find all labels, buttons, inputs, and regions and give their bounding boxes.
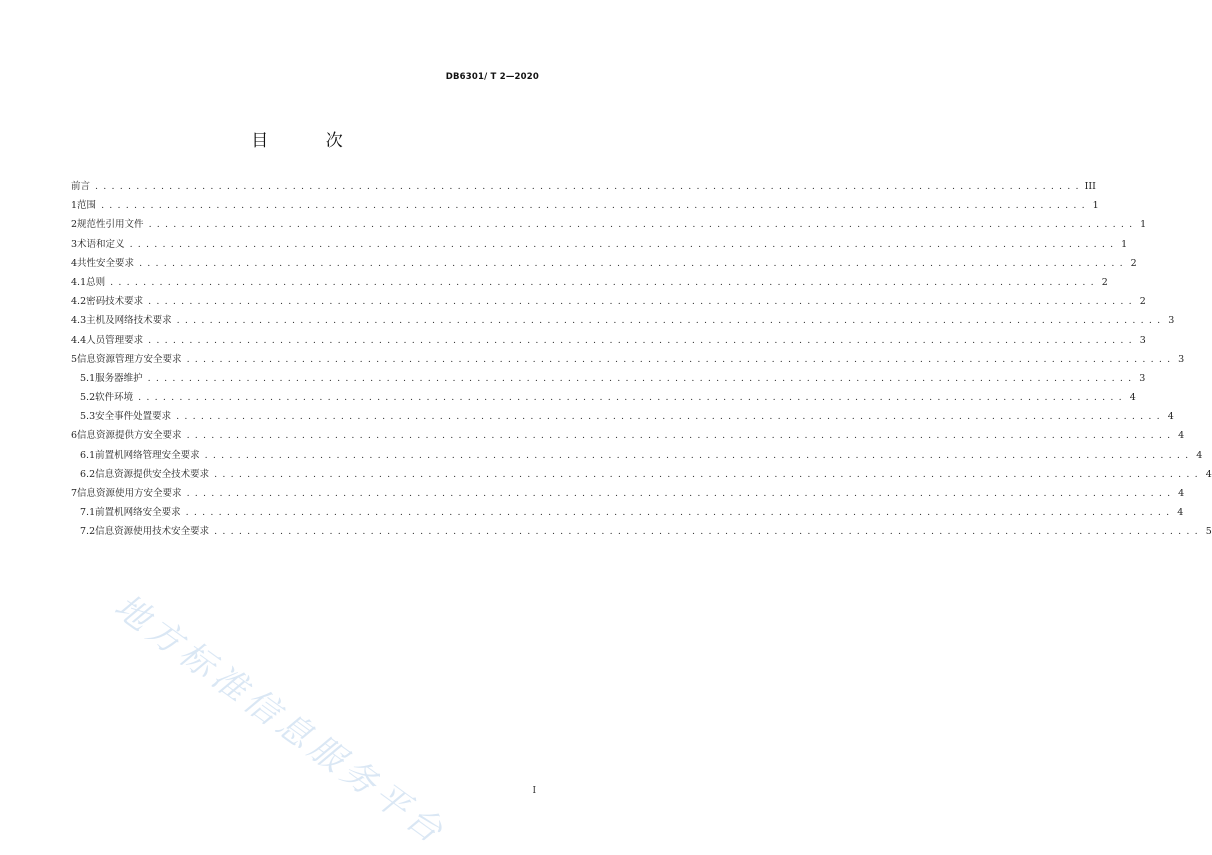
toc-entry-page: III: [1084, 181, 1096, 192]
toc-entry-number: 4.3: [71, 315, 87, 327]
toc-entry-page: 1: [1140, 219, 1147, 231]
toc-entry-label: 前置机网络管理安全要求: [95, 449, 200, 461]
toc-entry[interactable]: [71, 293, 1146, 312]
toc-entry[interactable]: [71, 466, 1212, 485]
toc-entry-label: 术语和定义: [77, 238, 125, 250]
toc-entry-page: 4: [1205, 468, 1212, 480]
toc-leader-dots: . . . . . . . . . . . . . . . . . . . . . . . . . . . . . . . . . . . . . . . . . . . . . . . . . . . . . . . . . . . . . . . . . . . . . . . . . . . . . . . . . . . . . . . . . . . . . . . . . . . . . . . . . . . . . . . . . . . . . . . .: [129, 238, 1115, 250]
toc-entry-number: 5: [71, 353, 78, 365]
toc-leader-dots: . . . . . . . . . . . . . . . . . . . . . . . . . . . . . . . . . . . . . . . . . . . . . . . . . . . . . . . . . . . . . . . . . . . . . . . . . . . . . . . . . . . . . . . . . . . . . . . . . . . . . . . . . . . . . . . . . . . . . . . .: [148, 296, 1133, 308]
toc-leader-dots: . . . . . . . . . . . . . . . . . . . . . . . . . . . . . . . . . . . . . . . . . . . . . . . . . . . . . . . . . . . . . . . . . . . . . . . . . . . . . . . . . . . . . . . . . . . . . . . . . . . . . . . . . . . . . . . . . . . . . . . .: [185, 507, 1171, 519]
toc-entry-label: 安全事件处置要求: [95, 411, 172, 423]
toc-entry[interactable]: [71, 236, 1128, 255]
toc-leader-dots: . . . . . . . . . . . . . . . . . . . . . . . . . . . . . . . . . . . . . . . . . . . . . . . . . . . . . . . . . . . . . . . . . . . . . . . . . . . . . . . . . . . . . . . . . . . . . . . . . . . . . . . . . . . . . . . . . . . . . . . .: [204, 449, 1190, 461]
toc-entry-number: 7.1: [80, 507, 96, 519]
toc-entry-label: 人员管理要求: [86, 334, 144, 346]
toc-entry-label: 密码技术要求: [86, 296, 144, 308]
table-of-contents: [71, 178, 1212, 543]
toc-entry[interactable]: [71, 332, 1146, 351]
toc-entry-page: 1: [1092, 200, 1099, 212]
toc-entry-page: 3: [1139, 372, 1146, 384]
toc-entry-number: 5.2: [80, 392, 96, 404]
toc-entry-page: 4: [1177, 507, 1184, 519]
toc-entry-label: 信息资源使用方安全要求: [77, 488, 182, 499]
toc-entry-label: 共性安全要求: [77, 257, 135, 269]
toc-leader-dots: . . . . . . . . . . . . . . . . . . . . . . . . . . . . . . . . . . . . . . . . . . . . . . . . . . . . . . . . . . . . . . . . . . . . . . . . . . . . . . . . . . . . . . . . . . . . . . . . . . . . . . . . . . . . . . . . . . . . . . . .: [95, 181, 1080, 192]
toc-entry[interactable]: [71, 274, 1108, 293]
toc-entry[interactable]: [71, 370, 1146, 389]
toc-entry[interactable]: [71, 216, 1147, 235]
toc-entry-number: 4: [71, 257, 78, 269]
toc-entry-label: 信息资源提供安全技术要求: [95, 468, 210, 480]
toc-leader-dots: . . . . . . . . . . . . . . . . . . . . . . . . . . . . . . . . . . . . . . . . . . . . . . . . . . . . . . . . . . . . . . . . . . . . . . . . . . . . . . . . . . . . . . . . . . . . . . . . . . . . . . . . . . . . . . . . . . . . . . . .: [214, 526, 1199, 538]
toc-entry-page: 4: [1178, 488, 1185, 499]
toc-entry-label: 主机及网络技术要求: [86, 315, 172, 327]
toc-entry[interactable]: [71, 389, 1136, 408]
toc-entry[interactable]: [71, 312, 1175, 331]
toc-entry[interactable]: [71, 197, 1099, 216]
toc-entry-page: 3: [1168, 315, 1175, 327]
toc-entry-page: 2: [1130, 257, 1137, 269]
toc-entry[interactable]: [71, 255, 1137, 274]
toc-leader-dots: . . . . . . . . . . . . . . . . . . . . . . . . . . . . . . . . . . . . . . . . . . . . . . . . . . . . . . . . . . . . . . . . . . . . . . . . . . . . . . . . . . . . . . . . . . . . . . . . . . . . . . . . . . . . . . . . . . . . . . . .: [138, 392, 1123, 404]
toc-entry-label: 总则: [86, 276, 106, 288]
toc-entry-number: 7: [71, 488, 78, 499]
toc-entry-page: 3: [1139, 334, 1146, 346]
toc-entry[interactable]: [71, 485, 1185, 504]
toc-entry-number: 6: [71, 430, 78, 442]
toc-leader-dots: . . . . . . . . . . . . . . . . . . . . . . . . . . . . . . . . . . . . . . . . . . . . . . . . . . . . . . . . . . . . . . . . . . . . . . . . . . . . . . . . . . . . . . . . . . . . . . . . . . . . . . . . . . . . . . . . . . . . . . . .: [110, 276, 1095, 288]
toc-entry-page: 4: [1129, 392, 1136, 404]
toc-entry-number: 6.1: [80, 449, 96, 461]
toc-entry-number: 前: [71, 181, 81, 192]
toc-entry[interactable]: [71, 178, 1096, 197]
toc-entry-number: 3: [71, 238, 78, 250]
toc-entry-number: 6.2: [80, 468, 96, 480]
toc-entry-page: 4: [1167, 411, 1174, 423]
toc-entry-number: 5.3: [80, 411, 96, 423]
toc-leader-dots: . . . . . . . . . . . . . . . . . . . . . . . . . . . . . . . . . . . . . . . . . . . . . . . . . . . . . . . . . . . . . . . . . . . . . . . . . . . . . . . . . . . . . . . . . . . . . . . . . . . . . . . . . . . . . . . . . . . . . . . .: [139, 257, 1124, 269]
toc-entry-page: 4: [1196, 449, 1203, 461]
document-code: DB6301/ T 2—2020: [445, 72, 539, 82]
toc-entry-page: 5: [1205, 526, 1212, 538]
toc-leader-dots: . . . . . . . . . . . . . . . . . . . . . . . . . . . . . . . . . . . . . . . . . . . . . . . . . . . . . . . . . . . . . . . . . . . . . . . . . . . . . . . . . . . . . . . . . . . . . . . . . . . . . . . . . . . . . . . . . . . . . . . .: [147, 372, 1133, 384]
toc-entry-page: 2: [1101, 276, 1108, 288]
toc-leader-dots: . . . . . . . . . . . . . . . . . . . . . . . . . . . . . . . . . . . . . . . . . . . . . . . . . . . . . . . . . . . . . . . . . . . . . . . . . . . . . . . . . . . . . . . . . . . . . . . . . . . . . . . . . . . . . . . . . . . . . . . .: [148, 334, 1133, 346]
toc-entry-number: 7.2: [80, 526, 96, 538]
toc-entry-number: 4.2: [71, 296, 87, 308]
toc-entry-label: 信息资源使用技术安全要求: [95, 526, 210, 538]
toc-entry-page: 3: [1178, 353, 1185, 365]
toc-entry-label: 前置机网络安全要求: [95, 507, 181, 519]
toc-leader-dots: . . . . . . . . . . . . . . . . . . . . . . . . . . . . . . . . . . . . . . . . . . . . . . . . . . . . . . . . . . . . . . . . . . . . . . . . . . . . . . . . . . . . . . . . . . . . . . . . . . . . . . . . . . . . . . . . . . . . . . . .: [214, 468, 1199, 480]
toc-entry-number: 2: [71, 219, 78, 231]
page-number: I: [532, 786, 536, 796]
toc-entry-number: 5.1: [80, 372, 96, 384]
toc-entry-number: 4.4: [71, 334, 87, 346]
toc-leader-dots: . . . . . . . . . . . . . . . . . . . . . . . . . . . . . . . . . . . . . . . . . . . . . . . . . . . . . . . . . . . . . . . . . . . . . . . . . . . . . . . . . . . . . . . . . . . . . . . . . . . . . . . . . . . . . . . . . . . . . . . .: [148, 219, 1134, 231]
toc-entry-number: 1: [71, 200, 78, 212]
toc-entry-page: 1: [1121, 238, 1128, 250]
toc-entry[interactable]: [71, 504, 1184, 523]
toc-entry[interactable]: [71, 408, 1174, 427]
toc-leader-dots: . . . . . . . . . . . . . . . . . . . . . . . . . . . . . . . . . . . . . . . . . . . . . . . . . . . . . . . . . . . . . . . . . . . . . . . . . . . . . . . . . . . . . . . . . . . . . . . . . . . . . . . . . . . . . . . . . . . . . . . .: [186, 430, 1172, 442]
toc-entry-page: 4: [1178, 430, 1185, 442]
toc-leader-dots: . . . . . . . . . . . . . . . . . . . . . . . . . . . . . . . . . . . . . . . . . . . . . . . . . . . . . . . . . . . . . . . . . . . . . . . . . . . . . . . . . . . . . . . . . . . . . . . . . . . . . . . . . . . . . . . . . . . . . . . .: [176, 315, 1162, 327]
toc-leader-dots: . . . . . . . . . . . . . . . . . . . . . . . . . . . . . . . . . . . . . . . . . . . . . . . . . . . . . . . . . . . . . . . . . . . . . . . . . . . . . . . . . . . . . . . . . . . . . . . . . . . . . . . . . . . . . . . . . . . . . . . .: [101, 200, 1086, 212]
toc-leader-dots: . . . . . . . . . . . . . . . . . . . . . . . . . . . . . . . . . . . . . . . . . . . . . . . . . . . . . . . . . . . . . . . . . . . . . . . . . . . . . . . . . . . . . . . . . . . . . . . . . . . . . . . . . . . . . . . . . . . . . . . .: [176, 411, 1161, 423]
page-title: 目 次: [251, 131, 369, 151]
toc-leader-dots: . . . . . . . . . . . . . . . . . . . . . . . . . . . . . . . . . . . . . . . . . . . . . . . . . . . . . . . . . . . . . . . . . . . . . . . . . . . . . . . . . . . . . . . . . . . . . . . . . . . . . . . . . . . . . . . . . . . . . . . .: [186, 488, 1172, 499]
toc-entry-label: 服务器维护: [95, 372, 143, 384]
toc-entry[interactable]: [71, 351, 1185, 370]
toc-entry-label: 言: [80, 181, 91, 192]
toc-entry-label: 信息资源提供方安全要求: [77, 430, 182, 442]
watermark: 地方标准信息服务平台: [106, 586, 454, 854]
toc-entry-label: 规范性引用文件: [77, 219, 144, 231]
toc-entry[interactable]: [71, 427, 1185, 446]
toc-entry[interactable]: [71, 523, 1212, 542]
toc-entry-label: 软件环境: [95, 392, 134, 404]
toc-entry[interactable]: [71, 447, 1203, 466]
toc-leader-dots: . . . . . . . . . . . . . . . . . . . . . . . . . . . . . . . . . . . . . . . . . . . . . . . . . . . . . . . . . . . . . . . . . . . . . . . . . . . . . . . . . . . . . . . . . . . . . . . . . . . . . . . . . . . . . . . . . . . . . . . .: [186, 353, 1172, 365]
toc-entry-page: 2: [1139, 296, 1146, 308]
toc-entry-label: 信息资源管理方安全要求: [77, 353, 182, 365]
toc-entry-label: 范围: [77, 200, 97, 212]
toc-entry-number: 4.1: [71, 276, 87, 288]
